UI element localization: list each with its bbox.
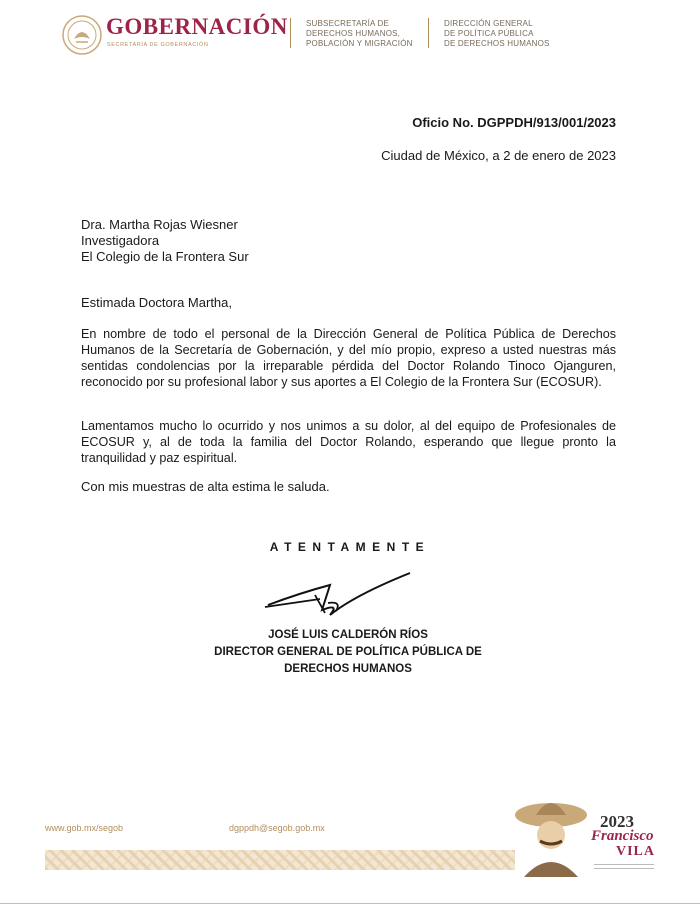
commemoration-divider (594, 864, 654, 869)
letter-date: Ciudad de México, a 2 de enero de 2023 (381, 148, 616, 163)
francisco-villa-portrait-icon (512, 795, 590, 877)
paragraph-sympathy: Lamentamos mucho lo ocurrido y nos unimos a su dolor, al del equipo de Profesionales de ECOSUR y, al de toda la familia del Doctor Rolando, esperando que llegue pronto la tranquilidad y paz espiritual. (81, 419, 616, 465)
signer-name: JOSÉ LUIS CALDERÓN RÍOS (268, 629, 428, 641)
greeting: Estimada Doctora Martha, (81, 295, 233, 310)
header-divider (290, 18, 291, 48)
commemoration-year: 2023 (600, 812, 634, 831)
brand-title: GOBERNACIÓN (106, 14, 288, 39)
footer-website-link[interactable]: www.gob.mx/segob (45, 823, 124, 833)
page-bottom-rule (0, 903, 700, 904)
commemoration-last-name: VILA (616, 844, 656, 859)
brand-subtitle: SECRETARÍA DE GOBERNACIÓN (107, 42, 209, 48)
recipient-position: Investigadora (81, 233, 160, 248)
signer-title-line1: DIRECTOR GENERAL DE POLÍTICA PÚBLICA DE (214, 646, 482, 658)
oficio-number: Oficio No. DGPPDH/913/001/2023 (412, 115, 616, 130)
closing-line: Con mis muestras de alta estima le saluda. (81, 479, 330, 494)
recipient-institution: El Colegio de la Frontera Sur (81, 249, 249, 264)
header-divider (428, 18, 429, 48)
header-unit-direccion: DIRECCIÓN GENERAL DE POLÍTICA PÚBLICA DE DERECHOS HUMANOS (444, 19, 550, 48)
atentamente-label: ATENTAMENTE (269, 540, 431, 554)
signature-image (260, 565, 420, 625)
recipient-name: Dra. Martha Rojas Wiesner (81, 217, 238, 232)
footer-email-link[interactable]: dgppdh@segob.gob.mx (229, 823, 325, 833)
footer-decorative-band (45, 850, 515, 870)
signer-title-line2: DERECHOS HUMANOS (284, 663, 412, 675)
header-unit-subsecretaria: SUBSECRETARÍA DE DERECHOS HUMANOS, POBLACIÓN Y MIGRACIÓN (306, 19, 413, 48)
commemoration-first-name: Francisco (591, 828, 654, 844)
coat-of-arms-icon (62, 15, 102, 55)
paragraph-condolences: En nombre de todo el personal de la Dirección General de Política Pública de Derechos Humanos de la Secretaría de Gobernación, y del mío propio, expreso a usted nuestras más sentidas condolencias por la irreparable pérdida del Doctor Rolando Tinoco Ojanguren, reconocido por su profesional labor y sus aportes a El Colegio de la Frontera Sur (ECOSUR). (81, 327, 616, 389)
